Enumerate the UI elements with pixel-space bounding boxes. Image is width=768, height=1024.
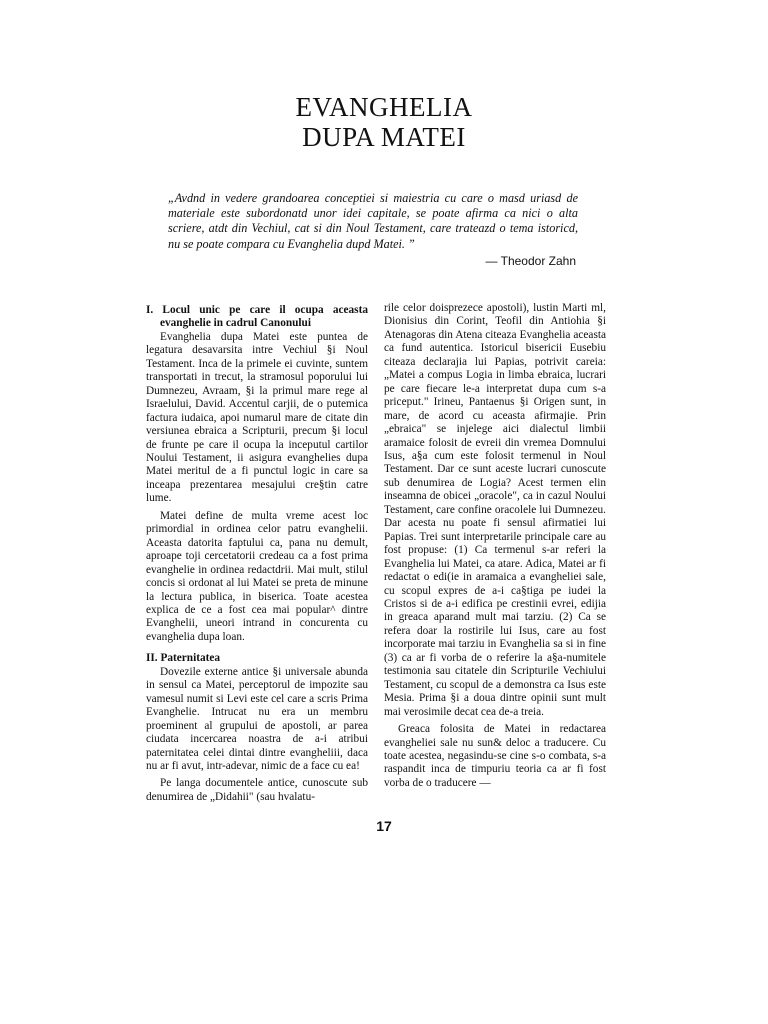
- paragraph: Evanghelia dupa Matei este puntea de legatura desavarsita intre Vechiul §i Noul Testament. Inca de la primele ei cuvinte, suntem transportati in trecut, la stramosul poporului lui Dumnezeu, Avraam, §i la primul mare rege al Israelului, David. Accentul carjii, de o putemica factura iudaica, apoi numarul mare de citate din versiunea ebraica a Scripturii, precum §i locul de frunte pe care il ocupa la inceputul cartilor Noului Testament, ii asigura evanghelies dupa Matei meritul de a fi punctul logic in care sa inceapa prezentarea mesajului cre§tin catre lume.: [146, 330, 368, 505]
- section-heading-1: I. Locul unic pe care il ocupa aceasta evanghelie in cadrul Canonului: [146, 304, 368, 330]
- section-heading-2: II. Paternitatea: [146, 652, 221, 665]
- paragraph: Pe langa documentele antice, cunoscute sub denumirea de „Didahii" (sau hvalatu-: [146, 777, 368, 803]
- chapter-title-line2: DUPA MATEI: [302, 122, 466, 152]
- chapter-title-line1: EVANGHELIA: [295, 92, 473, 122]
- page-number: 17: [376, 818, 392, 834]
- paragraph: rile celor doisprezece apostoli), lustin Marti ml, Dionisius din Corint, Teofil din Antiohia §i Atenagoras din Atena citeaza Evanghelia aceasta ca fund autentica. Istoricul bisericii Eusebiu citeaza declarajia lui Papias, potrivit careia: „Matei a compus Logia in limba ebraica, lucrari pe care fiecare le-a interpretat dupa cum s-a priceput." Irineu, Pantaenus §i Origen sunt, in mare, de acord cu aceasta afirmajie. Prin „ebraica" se injelege aici dialectul limbii aramaice folosit de evreii din vremea Domnului Isus, a§a cum este folosit termenul in Noul Testament. Dar ce sunt aceste lucrari cunoscute sub denumirea de Logia? Acest termen elin inseamna de obicei „oracole", ca in cazul Noului Testament, care confine oracolele lui Dumnezeu. Dar acesta nu poate fi sensul afirmatiei lui Papias. Trei sunt interpretarile principale care au fost propuse: (1) Ca termenul s-ar referi la Evanghelia lui Matei, ca atare. Adica, Matei ar fi redactat o edi(ie in aramaica a evangheliei sale, cu scopul expres de a-i ca§tiga pe iudei la Cristos si de a-i edifica pe crestinii evrei, edijia in greaca aparand mult mai tarziu. (2) Ca se refera doar la rostirile lui Isus, care au fost incorporate mai tarziu in Evanghelia sa si in fine (3) ca ar fi vorba de o referire la a§a-numitele testimonia sau citatele din Scripturile Vechiului Testament, cu scopul de a demonstra ca Isus este Mesia. Prima §i a doua dintre opinii sunt mult mai verosimile decat cea de-a treia.: [384, 302, 606, 718]
- epigraph-quote: „Avdnd in vedere grandoarea conceptiei si maiestria cu care o masd uriasd de materiale este subordonatd unor idei capitale, se poate afirma ca nici o alta scriere, atdt din Vechiul, cat si din Noul Testament, care trateazd o tema istoricd, nu se poate compara cu Evanghelia dupd Matei. ”: [168, 191, 578, 251]
- epigraph-author: — Theodor Zahn: [485, 254, 576, 268]
- paragraph: Greaca folosita de Matei in redactarea evangheliei sale nu sun& deloc a traducere. Cu toate acestea, negasindu-se cine s-o combata, s-a raspandit inca de timpuriu teoria ca ar fi fost vorba de o traducere —: [384, 723, 606, 789]
- right-column: [384, 302, 606, 794]
- paragraph: Matei define de multa vreme acest loc primordial in ordinea celor patru evanghelii. Aceasta datorita faptului ca, pana nu demult, aproape toji cercetatorii credeau ca a fost prima evanghelie in ordinea redactdrii. Mai mult, stilul concis si ordonat al lui Matei se preta de minune la lectura publica, in biserica. Toate acestea explica de ce a fost cea mai popular^ dintre Evanghelii, uneori intrand in concurenta cu evanghelia dupa loan.: [146, 509, 368, 643]
- chapter-title: [0, 92, 768, 152]
- left-column: [146, 304, 368, 808]
- paragraph: Dovezile externe antice §i universale abunda in sensul ca Matei, perceptorul de impozite sau vamesul numit si Levi este cel care a scris Prima Evanghelie. Intrucat nu era un membru proeminent al grupului de apostoli, ar parea ciudata incercarea noastra de a-i atribui paternitatea celei dintai dintre evangheliii, daca nu ar fi avut, intr-adevar, nimic de a face cu ea!: [146, 665, 368, 772]
